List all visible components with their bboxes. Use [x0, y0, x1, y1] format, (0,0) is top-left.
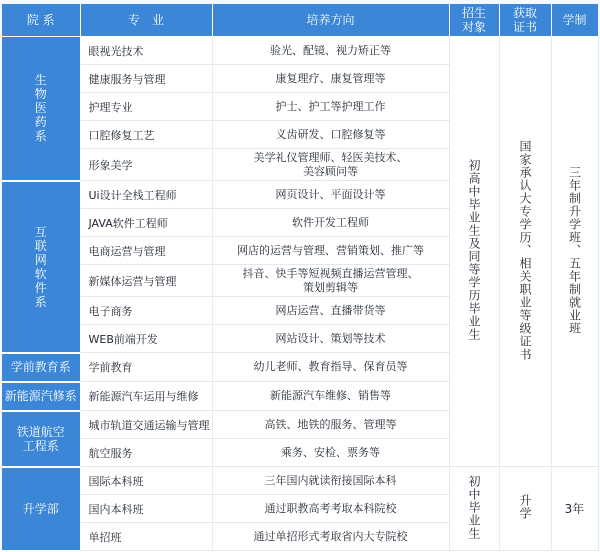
direction-cell: 网店运营、直播带货等	[212, 297, 449, 325]
direction-cell: 网店的运营与管理、营销策划、推广等	[212, 237, 449, 265]
duration-upgrade-text: 3年	[564, 502, 585, 516]
dept-upgrade: 升学部	[2, 467, 80, 551]
cert-main-cell	[499, 37, 551, 467]
header-target	[449, 4, 499, 37]
major-cell: 新能源汽车运用与维修	[80, 382, 212, 411]
direction-text: 抖音、快手等短视频直播运营管理、 策划剪辑等	[242, 266, 419, 294]
duration-main-text: 三年制升学班、五年制就业班	[567, 165, 582, 335]
direction-cell: 乘务、安检、票务等	[212, 439, 449, 467]
direction-cell: 通过单招形式考取省内大专院校	[212, 523, 449, 551]
direction-cell: 新能源汽车维修、销售等	[212, 382, 449, 411]
dept-bio-text: 生 物 医 药 系	[34, 73, 47, 144]
program-table	[2, 4, 599, 552]
dept-internet-text: 互 联 网 软 件 系	[34, 224, 47, 309]
direction-cell: 网站设计、策划等技术	[212, 325, 449, 353]
target-main-text: 初高中毕业生及同等学历毕业生	[467, 159, 481, 341]
header-direction: 培养方向	[212, 4, 449, 37]
major-cell: 电商运营与管理	[80, 237, 212, 265]
direction-cell: 幼儿老师、教育指导、保育员等	[212, 353, 449, 382]
duration-main-cell	[551, 37, 598, 467]
duration-upgrade-cell	[551, 467, 598, 551]
direction-cell: 高铁、地铁的服务、管理等	[212, 411, 449, 439]
header-target-text: 招生 对象	[461, 6, 486, 34]
major-cell: 国际本科班	[80, 467, 212, 495]
dept-newenergy: 新能源汽修系	[2, 382, 80, 411]
direction-cell: 义齿研发、口腔修复等	[212, 121, 449, 149]
major-cell: 口腔修复工艺	[80, 121, 212, 149]
target-upgrade-text: 初中毕业生	[467, 474, 481, 540]
major-cell: 单招班	[80, 523, 212, 551]
header-row	[2, 4, 598, 37]
direction-cell: 护士、护工等护理工作	[212, 93, 449, 121]
major-cell: Ui设计全栈工程师	[80, 181, 212, 209]
direction-cell: 三年国内就读衔接国际本科	[212, 467, 449, 495]
major-cell: 健康服务与管理	[80, 65, 212, 93]
direction-cell: 验光、配镜、视力矫正等	[212, 37, 449, 65]
major-cell: 眼视光技术	[80, 37, 212, 65]
header-certificate-text: 获取 证书	[512, 6, 537, 34]
cert-upgrade-cell	[499, 467, 551, 551]
target-main-cell	[449, 37, 499, 467]
major-cell: JAVA软件工程师	[80, 209, 212, 237]
direction-cell: 通过职教高考考取本科院校	[212, 495, 449, 523]
dept-internet	[2, 181, 80, 353]
major-cell: 新媒体运营与管理	[80, 265, 212, 297]
dept-rail-text: 铁道航空 工程系	[16, 424, 65, 453]
target-upgrade-cell	[449, 467, 499, 551]
direction-text: 美学礼仪管理师、轻医美技术、 美容顾问等	[253, 150, 408, 178]
header-duration: 学制	[551, 4, 598, 37]
direction-cell: 软件开发工程师	[212, 209, 449, 237]
header-dept: 院 系	[2, 4, 80, 37]
dept-rail	[2, 411, 80, 467]
table-row	[2, 467, 598, 495]
major-cell: 国内本科班	[80, 495, 212, 523]
major-cell: WEB前端开发	[80, 325, 212, 353]
direction-cell	[212, 149, 449, 181]
major-cell: 护理专业	[80, 93, 212, 121]
table-row	[2, 37, 598, 65]
cert-upgrade-text: 升学	[518, 494, 532, 520]
major-cell: 学前教育	[80, 353, 212, 382]
major-cell: 城市轨道交通运输与管理	[80, 411, 212, 439]
direction-cell: 康复理疗、康复管理等	[212, 65, 449, 93]
cert-main-text: 国家承认大专学历、相关职业等级证书	[518, 139, 532, 361]
header-major: 专 业	[80, 4, 212, 37]
direction-cell	[212, 265, 449, 297]
major-cell: 电子商务	[80, 297, 212, 325]
major-cell: 形象美学	[80, 149, 212, 181]
dept-preschool: 学前教育系	[2, 353, 80, 382]
direction-cell: 网页设计、平面设计等	[212, 181, 449, 209]
dept-bio	[2, 37, 80, 181]
header-certificate	[499, 4, 551, 37]
major-cell: 航空服务	[80, 439, 212, 467]
